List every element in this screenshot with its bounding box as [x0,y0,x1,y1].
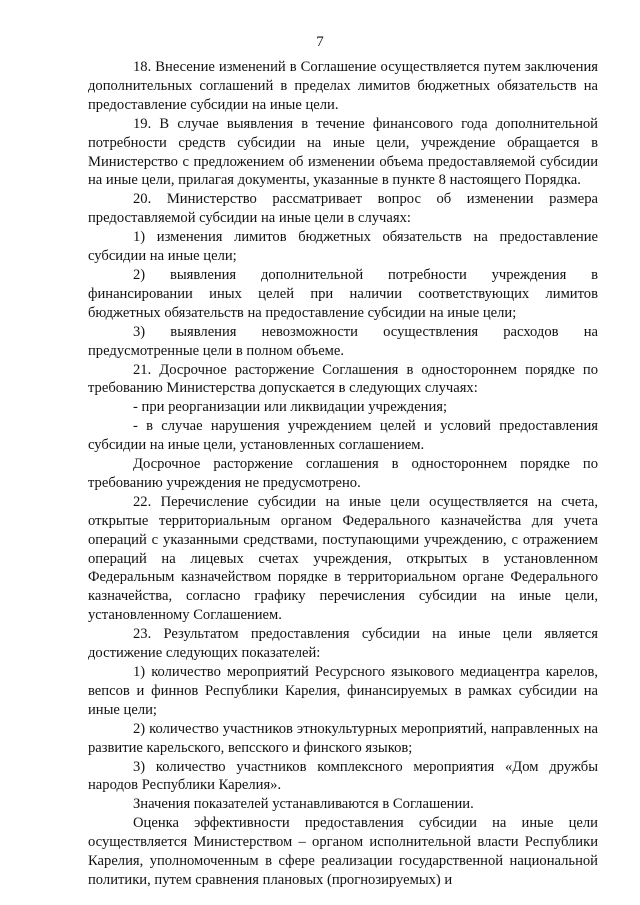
paragraph-termination-note: Досрочное расторжение соглашения в одностороннем порядке по требованию учреждения не предусмотрено. [88,456,598,491]
list-item-21-2: - в случае нарушения учреждением целей и условий предоставления субсидии на иные цели, установленных соглашением. [88,418,598,454]
list-item-23-3: 3) количество участников комплексного мероприятия «Дом дружбы народов Республики Карелия». [88,758,598,794]
list-item-20-3: 3) выявления невозможности осуществления расходов на предусмотренные цели в полном объеме. [88,323,598,359]
paragraph-item-19: 19. В случае выявления в течение финансового года дополнительной потребности средств субсидии на иные цели, учреждение обращается в Министерство с предложением об изменении объема предоставляемой субсидии на иные цели, прилагая документы, указанные в пункте 8 настоящего Порядка. [88,115,598,189]
paragraph-item-21: 21. Досрочное расторжение Соглашения в одностороннем порядке по требованию Министерства допускается в следующих случаях: [88,361,598,397]
paragraph-item-20: 20. Министерство рассматривает вопрос об изменении размера предоставляемой субсидии на иные цели в случаях: [88,191,598,227]
page-number: 7 [316,34,324,50]
list-item-20-1: 1) изменения лимитов бюджетных обязательств на предоставление субсидии на иные цели; [88,229,598,265]
list-item-23-1: 1) количество мероприятий Ресурсного языкового медиацентра карелов, вепсов и финнов Республики Карелия, финансируемых в рамках субсидии на иные цели; [88,664,598,718]
list-item-20-2: 2) выявления дополнительной потребности учреждения в финансировании иных целей при наличии соответствующих лимитов бюджетных обязательств на предоставление субсидии на иные цели; [88,266,598,321]
paragraph-item-23: 23. Результатом предоставления субсидии на иные цели является достижение следующих показателей: [88,626,598,662]
list-item-23-2: 2) количество участников этнокультурных мероприятий, направленных на развитие карельского, вепсского и финского языков; [88,720,598,756]
paragraph-efficiency-assessment: Оценка эффективности предоставления субсидии на иные цели осуществляется Министерством – органом исполнительной власти Республики Карелия, уполномоченным в сфере реализации государственной национальной политики, путем сравнения плановых (прогнозируемых) и [88,815,598,888]
paragraph-item-18: 18. Внесение изменений в Соглашение осуществляется путем заключения дополнительных соглашений в пределах лимитов бюджетных обязательств на предоставление субсидии на иные цели. [88,59,598,113]
document-body [88,58,598,890]
paragraph-item-22: 22. Перечисление субсидии на иные цели осуществляется на счета, открытые территориальным органом Федерального казначейства для учета операций с указанными средствами, поступающими учреждению, с отражением операций на лицевых счетах учреждения, открытых в установленном Федеральным казначейством порядке в территориальном органе Федерального казначейства, согласно графику перечисления субсидии на иные цели, установленному Соглашением. [88,493,598,624]
list-item-21-1: - при реорганизации или ликвидации учреждения; [133,399,448,416]
paragraph-indicator-values: Значения показателей устанавливаются в Соглашении. [133,796,474,813]
